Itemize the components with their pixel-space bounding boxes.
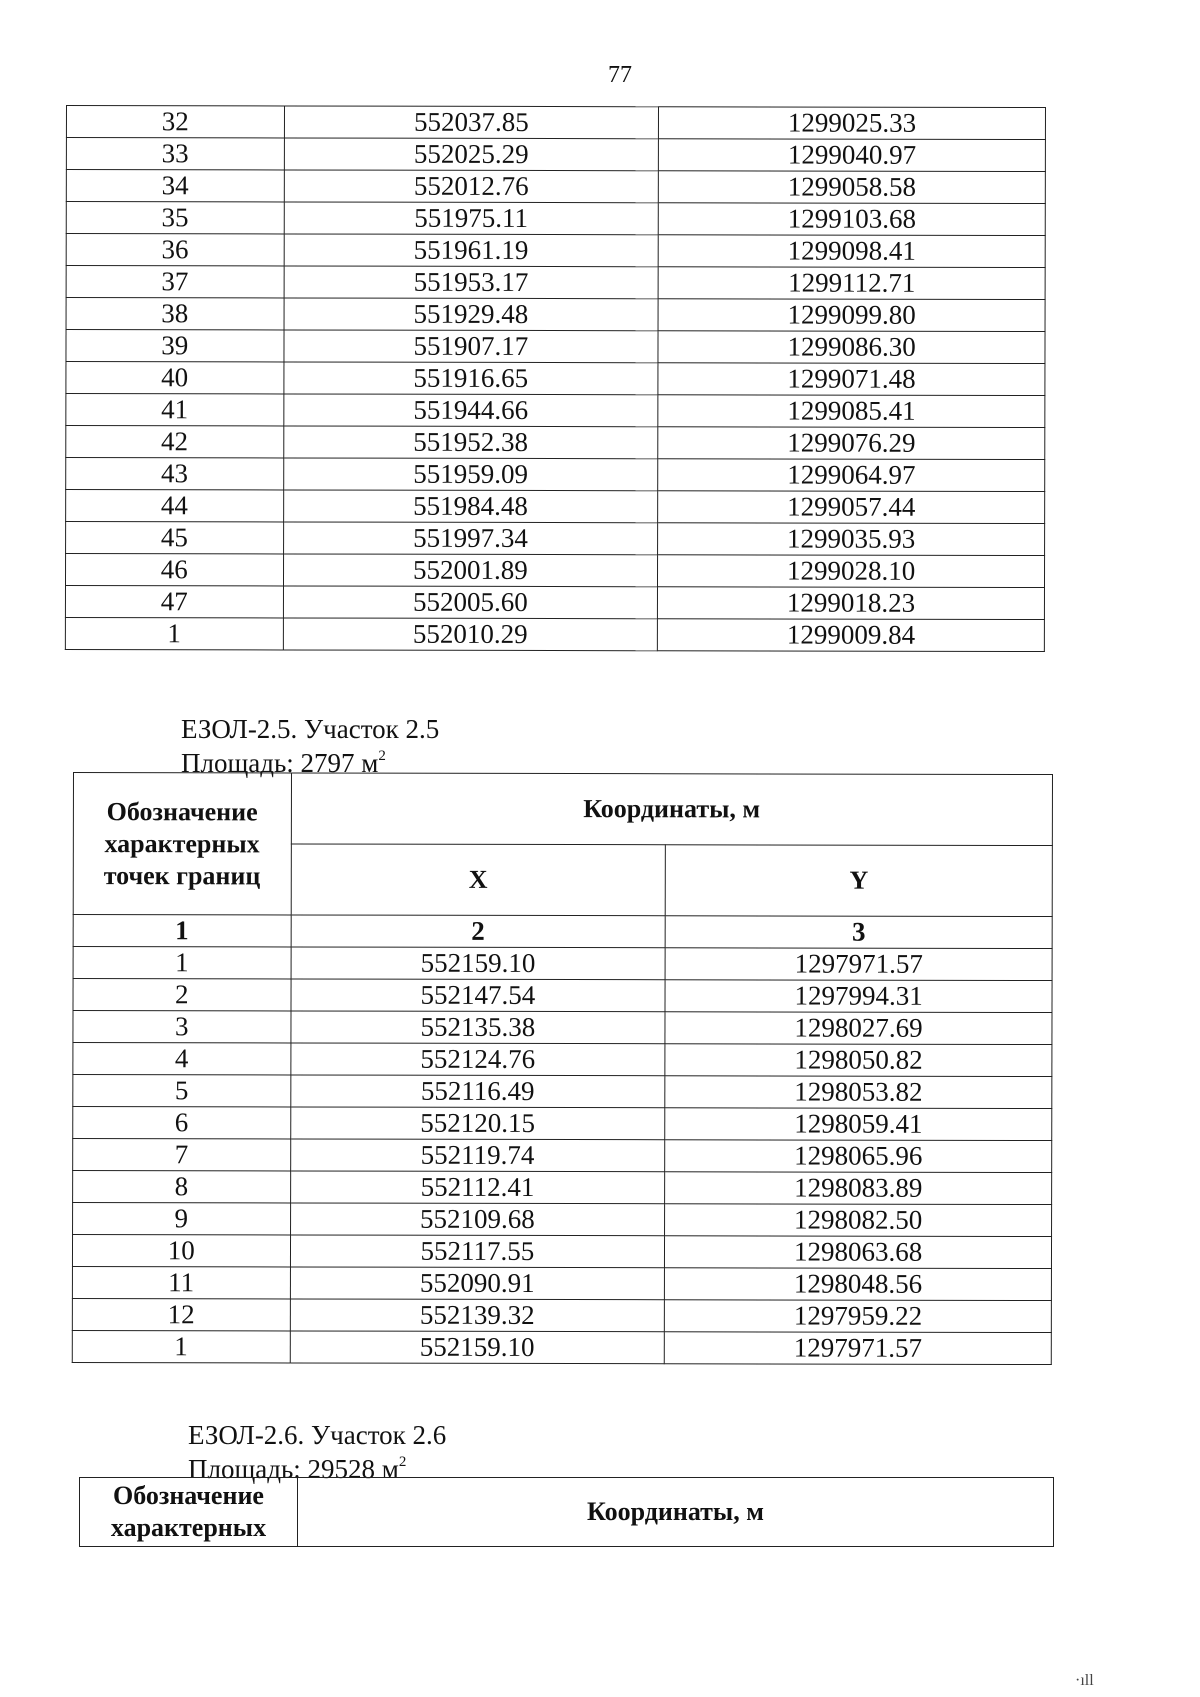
x-coordinate-cell: 552010.29: [283, 618, 658, 651]
table-row: [66, 234, 1045, 268]
y-coordinate-cell: 1297994.31: [665, 980, 1052, 1013]
x-coordinate-cell: 551984.48: [283, 490, 658, 523]
x-coordinate-cell: 552135.38: [290, 1011, 665, 1044]
table-row: [66, 298, 1045, 332]
table-row: [66, 362, 1045, 396]
point-number-cell: 8: [73, 1171, 291, 1203]
x-coordinate-cell: 552012.76: [284, 170, 659, 203]
table-row: [73, 947, 1052, 981]
y-coordinate-cell: 1298063.68: [665, 1236, 1052, 1269]
table-row: [66, 138, 1045, 172]
point-number-cell: 11: [72, 1267, 290, 1299]
x-coordinate-cell: 551997.34: [283, 522, 658, 555]
table-row: [66, 170, 1045, 204]
area-text: Площадь: 29528 м: [188, 1454, 399, 1484]
point-number-cell: 41: [66, 394, 284, 426]
header-x: X: [291, 844, 666, 916]
x-coordinate-cell: 552001.89: [283, 554, 658, 587]
coordinates-table-continued: [65, 105, 1046, 652]
x-coordinate-cell: 551929.48: [284, 298, 659, 331]
y-coordinate-cell: 1299103.68: [658, 203, 1045, 236]
header-coordinates: Координаты, м: [291, 773, 1053, 846]
column-number: 1: [73, 915, 291, 947]
x-coordinate-cell: 551975.11: [284, 202, 659, 235]
table-row: [73, 1171, 1052, 1205]
x-coordinate-cell: 552120.15: [290, 1107, 665, 1140]
point-number-cell: 40: [66, 362, 284, 394]
point-number-cell: 1: [72, 1330, 290, 1362]
table-row: [73, 1075, 1052, 1109]
coordinates-table-body: [72, 915, 1052, 1365]
table-row: [72, 1330, 1051, 1364]
table-row: [73, 1139, 1052, 1173]
x-coordinate-cell: 551959.09: [283, 458, 658, 491]
point-number-cell: 2: [73, 979, 291, 1011]
y-coordinate-cell: 1298050.82: [665, 1044, 1052, 1077]
point-number-cell: 5: [73, 1075, 291, 1107]
x-coordinate-cell: 552124.76: [290, 1043, 665, 1076]
section-heading-2-6: [188, 1418, 446, 1486]
point-number-cell: 43: [66, 458, 284, 490]
point-number-cell: 3: [73, 1011, 291, 1043]
table-row: [66, 394, 1045, 428]
header-points: Обозначение характерных точек границ: [73, 773, 291, 915]
y-coordinate-cell: 1299057.44: [658, 491, 1045, 524]
y-coordinate-cell: 1298065.96: [665, 1140, 1052, 1173]
point-number-cell: 10: [72, 1235, 290, 1267]
y-coordinate-cell: 1299058.58: [659, 171, 1046, 204]
point-number-cell: 46: [65, 554, 283, 586]
x-coordinate-cell: 551944.66: [283, 394, 658, 427]
y-coordinate-cell: 1297971.57: [665, 948, 1052, 981]
table-row: [66, 202, 1045, 236]
x-coordinate-cell: 552116.49: [290, 1075, 665, 1108]
x-coordinate-cell: 551907.17: [284, 330, 659, 363]
x-coordinate-cell: 552147.54: [291, 979, 666, 1012]
column-number-row: [73, 915, 1052, 949]
y-coordinate-cell: 1298082.50: [665, 1204, 1052, 1237]
table-row: [66, 458, 1045, 492]
table-row: [73, 1107, 1052, 1141]
x-coordinate-cell: 552159.10: [291, 947, 666, 980]
table-row: [66, 426, 1045, 460]
y-coordinate-cell: 1299018.23: [658, 587, 1045, 620]
area-text: Площадь: 2797 м: [181, 748, 379, 778]
y-coordinate-cell: 1299025.33: [659, 107, 1046, 140]
y-coordinate-cell: 1299064.97: [658, 459, 1045, 492]
point-number-cell: 4: [73, 1043, 291, 1075]
y-coordinate-cell: 1299040.97: [659, 139, 1046, 172]
point-number-cell: 32: [66, 106, 284, 138]
y-coordinate-cell: 1299099.80: [658, 299, 1045, 332]
table-row: [73, 1043, 1052, 1077]
x-coordinate-cell: 552005.60: [283, 586, 658, 619]
y-coordinate-cell: 1299112.71: [658, 267, 1045, 300]
column-number: 2: [291, 915, 666, 948]
x-coordinate-cell: 552159.10: [290, 1331, 665, 1364]
table-row: [66, 266, 1045, 300]
coordinates-table-body: [65, 106, 1045, 652]
y-coordinate-cell: 1299085.41: [658, 395, 1045, 428]
column-number: 3: [665, 916, 1052, 949]
point-number-cell: 7: [73, 1139, 291, 1171]
coordinates-table-2-5: [72, 772, 1053, 1365]
y-coordinate-cell: 1298053.82: [665, 1076, 1052, 1109]
header-coordinates: Координаты, м: [298, 1478, 1054, 1547]
y-coordinate-cell: 1297971.57: [664, 1332, 1051, 1365]
table-row: [65, 586, 1044, 620]
point-number-cell: 9: [73, 1203, 291, 1235]
header-points: Обозначение характерных: [80, 1478, 298, 1547]
table-row: [72, 1267, 1051, 1301]
x-coordinate-cell: 551961.19: [284, 234, 659, 267]
table-row: [66, 106, 1045, 140]
point-number-cell: 1: [73, 947, 291, 979]
x-coordinate-cell: 551916.65: [283, 362, 658, 395]
section-title: ЕЗОЛ-2.6. Участок 2.6: [188, 1420, 447, 1450]
area-unit-exponent: 2: [398, 1454, 407, 1470]
y-coordinate-cell: 1299009.84: [658, 619, 1045, 652]
x-coordinate-cell: 551953.17: [284, 266, 659, 299]
x-coordinate-cell: 552119.74: [290, 1139, 665, 1172]
section-title: ЕЗОЛ-2.5. Участок 2.5: [181, 714, 440, 744]
point-number-cell: 33: [66, 138, 284, 170]
x-coordinate-cell: 551952.38: [283, 426, 658, 459]
x-coordinate-cell: 552139.32: [290, 1299, 665, 1332]
point-number-cell: 6: [73, 1107, 291, 1139]
table-row: [73, 1011, 1052, 1045]
point-number-cell: 35: [66, 202, 284, 234]
table-row: [66, 490, 1045, 524]
point-number-cell: 47: [65, 586, 283, 618]
table-row: [72, 1235, 1051, 1269]
coordinates-table-2-6: [79, 1477, 1054, 1547]
table-row: [72, 1298, 1051, 1332]
point-number-cell: 38: [66, 298, 284, 330]
table-row: [66, 330, 1045, 364]
x-coordinate-cell: 552090.91: [290, 1267, 665, 1300]
y-coordinate-cell: 1299035.93: [658, 523, 1045, 556]
area-unit-exponent: 2: [378, 748, 386, 764]
y-coordinate-cell: 1299098.41: [658, 235, 1045, 268]
point-number-cell: 12: [72, 1298, 290, 1330]
table-row: [73, 1203, 1052, 1237]
x-coordinate-cell: 552037.85: [284, 106, 659, 139]
table-row: [65, 617, 1044, 651]
point-number-cell: 44: [66, 490, 284, 522]
point-number-cell: 39: [66, 330, 284, 362]
table-row: [73, 979, 1052, 1013]
y-coordinate-cell: 1298083.89: [665, 1172, 1052, 1205]
y-coordinate-cell: 1298048.56: [665, 1268, 1052, 1301]
point-number-cell: 37: [66, 266, 284, 298]
point-number-cell: 42: [66, 426, 284, 458]
x-coordinate-cell: 552117.55: [290, 1235, 665, 1268]
scan-artifact-marks: ·ıll: [1075, 1672, 1094, 1689]
y-coordinate-cell: 1298059.41: [665, 1108, 1052, 1141]
x-coordinate-cell: 552025.29: [284, 138, 659, 171]
section-heading-2-5: [181, 712, 439, 780]
point-number-cell: 45: [66, 522, 284, 554]
y-coordinate-cell: 1299071.48: [658, 363, 1045, 396]
point-number-cell: 34: [66, 170, 284, 202]
y-coordinate-cell: 1299086.30: [658, 331, 1045, 364]
y-coordinate-cell: 1298027.69: [665, 1012, 1052, 1045]
x-coordinate-cell: 552112.41: [290, 1171, 665, 1204]
header-y: Y: [665, 845, 1052, 917]
y-coordinate-cell: 1297959.22: [665, 1300, 1052, 1333]
point-number-cell: 1: [65, 617, 283, 649]
y-coordinate-cell: 1299028.10: [658, 555, 1045, 588]
point-number-cell: 36: [66, 234, 284, 266]
y-coordinate-cell: 1299076.29: [658, 427, 1045, 460]
x-coordinate-cell: 552109.68: [290, 1203, 665, 1236]
table-row: [66, 522, 1045, 556]
table-row: [65, 554, 1044, 588]
page-number: 77: [608, 62, 632, 88]
